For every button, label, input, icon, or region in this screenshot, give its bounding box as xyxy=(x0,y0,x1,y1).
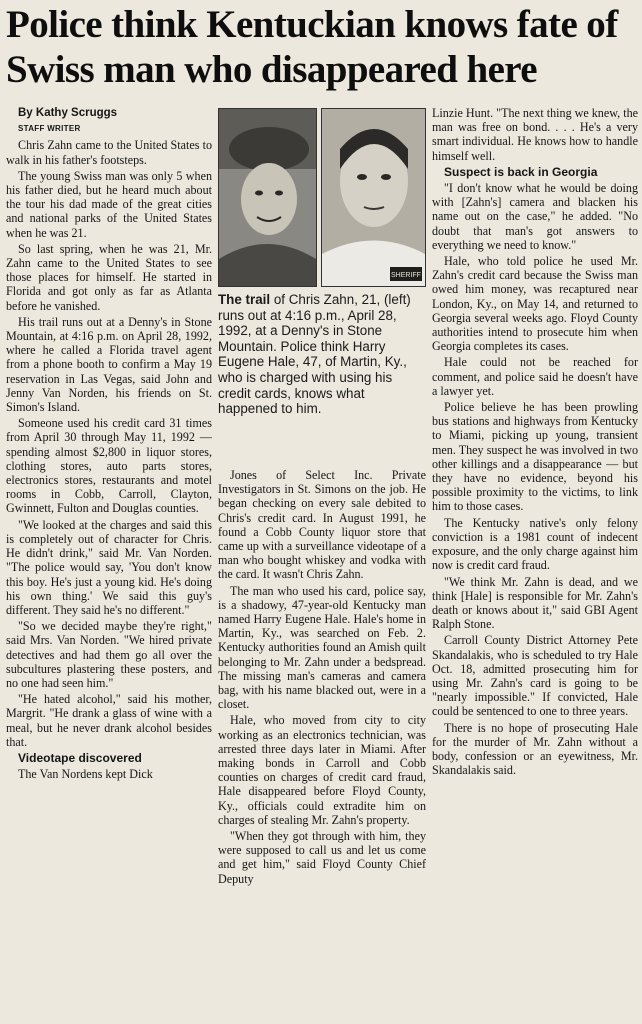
paragraph: His trail runs out at a Denny's in Stone Mountain, at 4:16 p.m. on April 28, 1992, where he called a Florida travel agent from a phone booth to confirm a May 19 reservation in Las Vegas, said John and Jenny Van Norden, his friends on St. Simon's Island. xyxy=(6,314,212,415)
column-1-paragraphs xyxy=(6,138,212,749)
paragraph: Someone used his credit card 31 times from April 30 through May 11, 1992 — spending almost $2,800 in liquor stores, clothing stores, auto parts stores, electronics stores, restaurants and motel rooms in Cobb, Carroll, Clayton, Gwinnett, Fulton and Douglas counties. xyxy=(6,416,212,516)
article-column-1 xyxy=(6,106,212,783)
paragraph: Police believe he has been prowling bus stations and highways from Kentucky to Miami, picking up young, transient men. They suspect he was involved in two other killings and a disappearance — but they have no evidence, beyond his possible proximity to the victims, to link him to those cases. xyxy=(432,400,638,514)
paragraph: Chris Zahn came to the United States to walk in his father's footsteps. xyxy=(6,138,212,167)
photo-caption xyxy=(218,292,426,417)
paragraph: "I don't know what he would be doing with [Zahn's] camera and blacken his name out on the case," he added. "No doubt that man's got answers to everything we need to know." xyxy=(432,181,638,252)
paragraph: Hale could not be reached for comment, and police said he doesn't have a lawyer yet. xyxy=(432,355,638,398)
article-column-2 xyxy=(218,468,426,888)
paragraph: "We looked at the charges and said this is completely out of character for Chris. He didn't drink," said Mr. Van Norden. "The police would say, 'You don't know this boy. He's just a young kid. He's doing his own thing.' We said this guy's different. They said he's no different." xyxy=(6,517,212,617)
photo-harry-hale xyxy=(321,108,426,287)
portrait-image xyxy=(322,109,425,286)
paragraph: The Van Nordens kept Dick xyxy=(18,767,153,782)
paragraph: There is no hope of prosecuting Hale for the murder of Mr. Zahn without a body, confession or an eyewitness, Mr. Skandalakis said. xyxy=(432,720,638,778)
paragraph: "We think Mr. Zahn is dead, and we think [Hale] is responsible for Mr. Zahn's death or knows about it," said GBI Agent Ralph Stone. xyxy=(432,574,638,632)
sheriff-badge-text: SHERIFF xyxy=(391,272,421,279)
article-column-3 xyxy=(432,106,638,779)
column-2-paragraphs xyxy=(218,468,426,886)
paragraph: Jones of Select Inc. Private Investigators in St. Simons on the job. He began checking on every sale debited to Chris's credit card. In August 1991, he found a Cobb County liquor store that came up with a surveillance videotape of a man who bought whiskey and vodka with the card. It wasn't Chris Zahn. xyxy=(218,468,426,582)
paragraph: Hale, who told police he used Mr. Zahn's credit card because the Swiss man owed him money, was recaptured near London, Ky., on May 14, and returned to Georgia several weeks ago. Floyd County authorities intend to prosecute him when Georgia completes its cases. xyxy=(432,254,638,354)
paragraph: Linzie Hunt. "The next thing we knew, the man was free on bond. . . . He's a very smart individual. He knows how to handle himself well. xyxy=(432,106,638,163)
staff-writer-label: STAFF WRITER xyxy=(18,124,81,134)
paragraph: Hale, who moved from city to city working as an electronics technician, was arrested three days later in Miami. After making bonds in Carroll and Cobb counties on charges of credit card fraud, Hale disappeared before Floyd County, Ky., officials could extradite him on charges of stealing Mr. Zahn's property. xyxy=(218,713,426,827)
paragraph: Carroll County District Attorney Pete Skandalakis, who is scheduled to try Hale Oct. 18, admitted prosecuting him for using Mr. Zahn's card is going to be "nearly impossible." If convicted, Hale could be sentenced to one to three years. xyxy=(432,633,638,719)
byline: By Kathy Scruggs xyxy=(18,107,118,119)
photo-chris-zahn xyxy=(218,108,317,287)
column-3-paragraphs-a xyxy=(432,106,638,163)
subhead-suspect: Suspect is back in Georgia xyxy=(444,164,598,179)
paragraph: The Kentucky native's only felony conviction is a 1981 count of indecent exposure, and the only charge against him now is credit card fraud. xyxy=(432,515,638,573)
subhead-videotape: Videotape discovered xyxy=(18,750,142,765)
portrait-image xyxy=(219,109,316,286)
paragraph: So last spring, when he was 21, Mr. Zahn came to the United States to see those places for himself. He started in Florida and got only as far as Atlanta before he vanished. xyxy=(6,241,212,313)
paragraph: "When they got through with him, they were supposed to call us and let us come and get him," said Floyd County Chief Deputy xyxy=(218,829,426,886)
paragraph: "So we decided maybe they're right," said Mrs. Van Norden. "We hired private detectives and had them go all over the subcultures plastering these posters, and no one had seen him." xyxy=(6,619,212,690)
paragraph: "He hated alcohol," said his mother, Margrit. "He drank a glass of wine with a meal, but he never drank alcohol besides that. xyxy=(6,692,212,749)
headline: Police think Kentuckian knows fate of Swiss man who disappeared here xyxy=(6,3,618,91)
paragraph: The young Swiss man was only 5 when his father died, but he heard much about the tour his dad made of the great cities and national parks of the United States when he was 21. xyxy=(6,168,212,240)
caption-lead: The trail xyxy=(218,292,271,307)
caption-text: of Chris Zahn, 21, (left) runs out at 4:16 p.m., April 28, 1992, at a Denny's in Stone Mountain. Police think Harry Eugene Hale, 47, of Martin, Ky., who is charged with using his credit cards, knows what happened to him. xyxy=(218,292,411,417)
column-3-paragraphs-b xyxy=(432,181,638,777)
paragraph: The man who used his card, police say, is a shadowy, 47-year-old Kentucky man named Harry Eugene Hale. Hale's home in Martin, Ky., was searched on Feb. 2. Kentucky authorities found an Amish quilt belonging to Mr. Zahn under a bedspread. The missing man's cameras and camera bag, with his name blacked out, were in a closet. xyxy=(218,583,426,712)
